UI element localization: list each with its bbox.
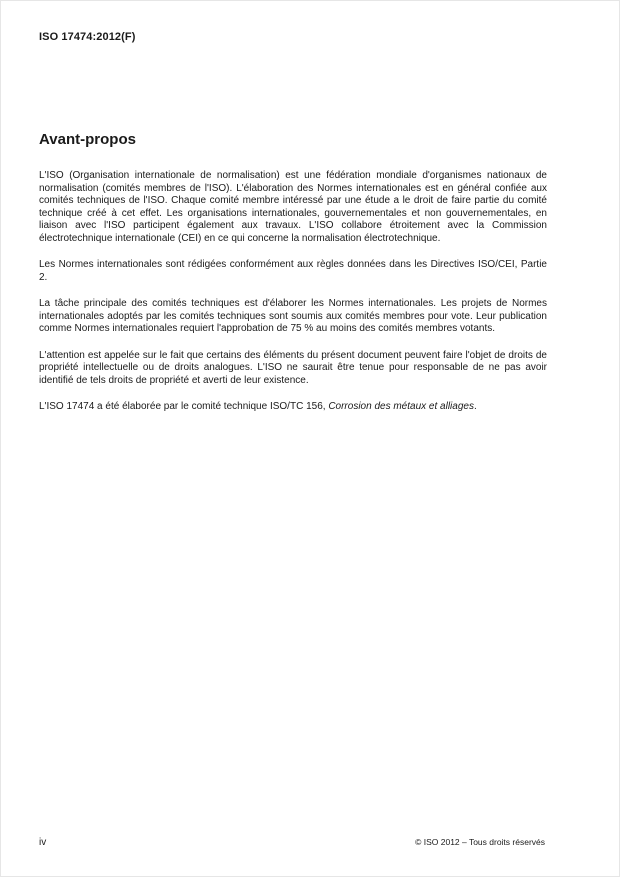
foreword-paragraph-1: L'ISO (Organisation internationale de normalisation) est une fédération mondiale d'organismes nationaux de normalisation (comités membres de l'ISO). L'élaboration des Normes internationales est en général confiée aux comités techniques de l'ISO. Chaque comité membre intéressé par une étude a le droit de faire partie du comité technique créé à cet effet. Les organisations internationales, gouvernementales et non gouvernementales, en liaison avec l'ISO participent également aux travaux. L'ISO collabore étroitement avec la Commission électrotechnique internationale (CEI) en ce qui concerne la normalisation électrotechnique. xyxy=(39,170,547,244)
foreword-paragraph-4: L'attention est appelée sur le fait que certains des éléments du présent document peuvent faire l'objet de droits de propriété intellectuelle ou de droits analogues. L'ISO ne saurait être tenue pour responsable de ne pas avoir identifié de tels droits de propriété et averti de leur existence. xyxy=(39,349,547,386)
foreword-paragraph-5-suffix: . xyxy=(473,401,477,412)
page-footer xyxy=(39,837,545,848)
foreword-paragraph-5 xyxy=(39,401,547,414)
technical-committee-title: Corrosion des métaux et alliages xyxy=(328,401,474,412)
foreword-paragraph-2: Les Normes internationales sont rédigées conformément aux règles données dans les Directives ISO/CEI, Partie 2. xyxy=(39,259,547,283)
page-title: Avant-propos xyxy=(39,131,136,148)
copyright-notice: © ISO 2012 – Tous droits réservés xyxy=(415,837,545,847)
page-number: iv xyxy=(39,837,47,848)
document-body xyxy=(39,131,547,428)
foreword-paragraph-5-text: L'ISO 17474 a été élaborée par le comité technique ISO/TC 156, xyxy=(39,401,329,412)
document-reference: ISO 17474:2012(F) xyxy=(39,31,136,43)
foreword-paragraph-3: La tâche principale des comités techniques est d'élaborer les Normes internationales. Les projets de Normes internationales adoptés par les comités techniques sont soumis aux comités membres pour vote. Leur publication comme Normes internationales requiert l'approbation de 75 % au moins des comités membres votants. xyxy=(39,298,547,334)
